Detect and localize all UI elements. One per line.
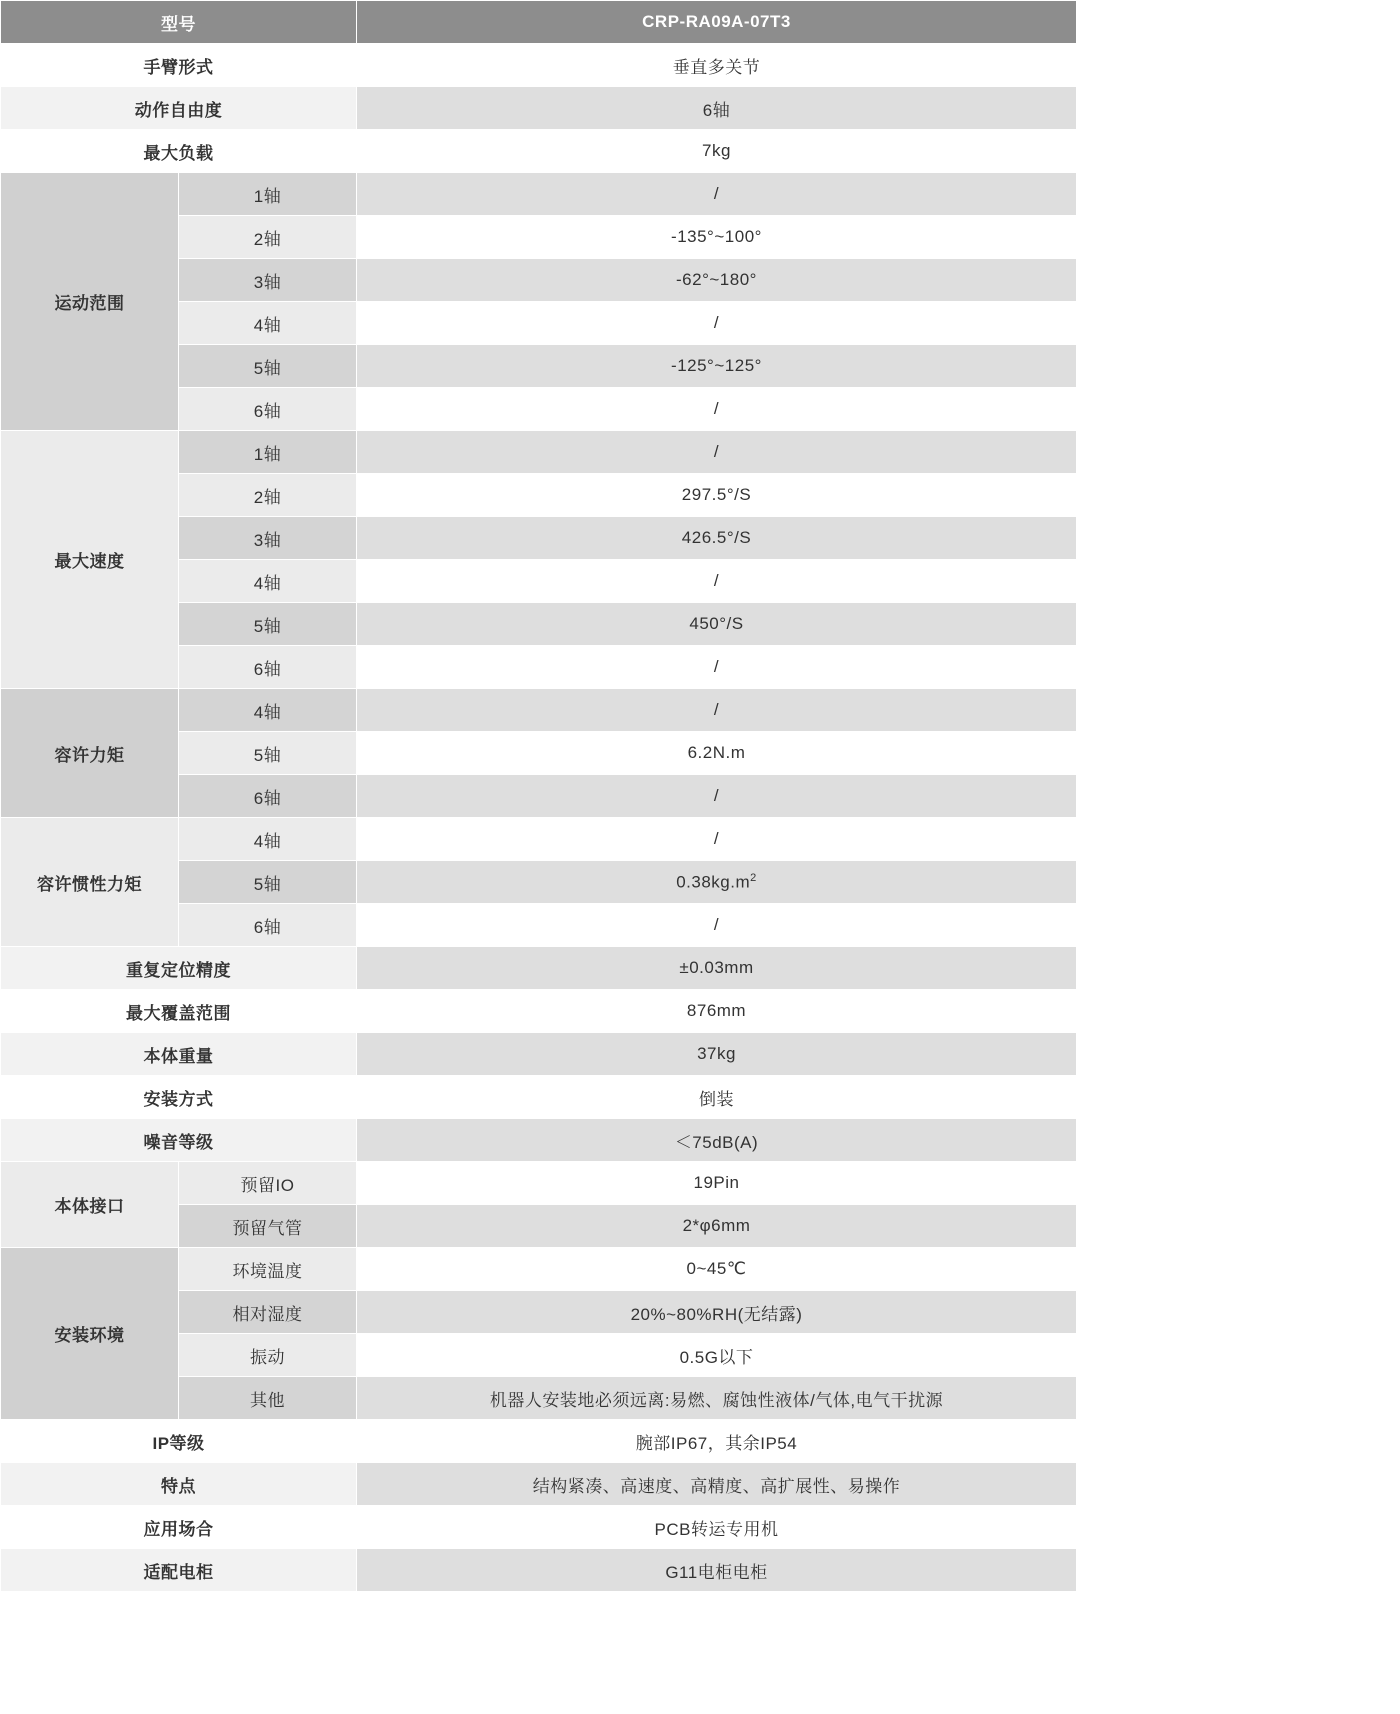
payload-label: 最大负载 xyxy=(1,130,357,173)
application-value: PCB转运专用机 xyxy=(357,1506,1077,1549)
install-env-item-name: 环境温度 xyxy=(179,1248,357,1291)
table-row xyxy=(1,1463,1077,1506)
table-row xyxy=(1,1033,1077,1076)
features-label: 特点 xyxy=(1,1463,357,1506)
max-speed-label: 最大速度 xyxy=(1,431,179,689)
motion-range-axis: 2轴 xyxy=(179,216,357,259)
allow-inertia-label: 容许惯性力矩 xyxy=(1,818,179,947)
table-row xyxy=(1,1162,1077,1205)
allow-torque-value: / xyxy=(357,775,1077,818)
motion-range-axis: 5轴 xyxy=(179,345,357,388)
table-row xyxy=(1,689,1077,732)
install-env-item-value: 0~45℃ xyxy=(357,1248,1077,1291)
allow-torque-axis: 6轴 xyxy=(179,775,357,818)
body-interface-item-value: 2*φ6mm xyxy=(357,1205,1077,1248)
table-row xyxy=(1,818,1077,861)
max-reach-label: 最大覆盖范围 xyxy=(1,990,357,1033)
features-value: 结构紧凑、高速度、高精度、高扩展性、易操作 xyxy=(357,1463,1077,1506)
motion-range-value: -125°~125° xyxy=(357,345,1077,388)
motion-range-value: / xyxy=(357,173,1077,216)
table-row xyxy=(1,44,1077,87)
allow-inertia-axis: 6轴 xyxy=(179,904,357,947)
cabinet-value: G11电柜电柜 xyxy=(357,1549,1077,1592)
dof-label: 动作自由度 xyxy=(1,87,357,130)
allow-inertia-value: / xyxy=(357,904,1077,947)
max-speed-value: 450°/S xyxy=(357,603,1077,646)
table-row xyxy=(1,87,1077,130)
table-row xyxy=(1,1248,1077,1291)
allow-inertia-axis: 4轴 xyxy=(179,818,357,861)
allow-inertia-value-text: 0.38kg.m xyxy=(676,872,751,892)
max-speed-value: 426.5°/S xyxy=(357,517,1077,560)
mounting-label: 安装方式 xyxy=(1,1076,357,1119)
motion-range-value: -62°~180° xyxy=(357,259,1077,302)
max-speed-axis: 4轴 xyxy=(179,560,357,603)
table-row xyxy=(1,1549,1077,1592)
install-env-item-value: 机器人安装地必须远离:易燃、腐蚀性液体/气体,电气干扰源 xyxy=(357,1377,1077,1420)
max-speed-value: 297.5°/S xyxy=(357,474,1077,517)
max-speed-axis: 1轴 xyxy=(179,431,357,474)
table-row xyxy=(1,947,1077,990)
ip-rating-value: 腕部IP67，其余IP54 xyxy=(357,1420,1077,1463)
motion-range-axis: 6轴 xyxy=(179,388,357,431)
allow-torque-axis: 4轴 xyxy=(179,689,357,732)
weight-label: 本体重量 xyxy=(1,1033,357,1076)
install-env-item-name: 相对湿度 xyxy=(179,1291,357,1334)
table-row xyxy=(1,173,1077,216)
application-label: 应用场合 xyxy=(1,1506,357,1549)
header-model: CRP-RA09A-07T3 xyxy=(357,1,1077,44)
allow-inertia-value xyxy=(357,861,1077,904)
install-env-item-name: 振动 xyxy=(179,1334,357,1377)
allow-torque-axis: 5轴 xyxy=(179,732,357,775)
header-label: 型号 xyxy=(1,1,357,44)
body-interface-item-name: 预留IO xyxy=(179,1162,357,1205)
allow-inertia-axis: 5轴 xyxy=(179,861,357,904)
body-interface-item-value: 19Pin xyxy=(357,1162,1077,1205)
max-speed-axis: 3轴 xyxy=(179,517,357,560)
motion-range-value: -135°~100° xyxy=(357,216,1077,259)
max-speed-axis: 2轴 xyxy=(179,474,357,517)
motion-range-axis: 3轴 xyxy=(179,259,357,302)
dof-value: 6轴 xyxy=(357,87,1077,130)
max-speed-value: / xyxy=(357,431,1077,474)
table-row xyxy=(1,431,1077,474)
body-interface-item-name: 预留气管 xyxy=(179,1205,357,1248)
table-row xyxy=(1,1076,1077,1119)
arm-type-value: 垂直多关节 xyxy=(357,44,1077,87)
motion-range-axis: 1轴 xyxy=(179,173,357,216)
max-speed-axis: 5轴 xyxy=(179,603,357,646)
max-speed-axis: 6轴 xyxy=(179,646,357,689)
table-row xyxy=(1,990,1077,1033)
weight-value: 37kg xyxy=(357,1033,1077,1076)
noise-value: ＜75dB(A) xyxy=(357,1119,1077,1162)
install-env-label: 安装环境 xyxy=(1,1248,179,1420)
allow-inertia-value-exponent: 2 xyxy=(750,871,757,884)
max-speed-value: / xyxy=(357,560,1077,603)
install-env-item-name: 其他 xyxy=(179,1377,357,1420)
max-reach-value: 876mm xyxy=(357,990,1077,1033)
noise-label: 噪音等级 xyxy=(1,1119,357,1162)
payload-value: 7kg xyxy=(357,130,1077,173)
allow-torque-value: / xyxy=(357,689,1077,732)
table-header-row xyxy=(1,1,1077,44)
repeatability-label: 重复定位精度 xyxy=(1,947,357,990)
table-row xyxy=(1,1119,1077,1162)
motion-range-value: / xyxy=(357,388,1077,431)
motion-range-value: / xyxy=(357,302,1077,345)
table-row xyxy=(1,1506,1077,1549)
cabinet-label: 适配电柜 xyxy=(1,1549,357,1592)
ip-rating-label: IP等级 xyxy=(1,1420,357,1463)
allow-inertia-value: / xyxy=(357,818,1077,861)
motion-range-label: 运动范围 xyxy=(1,173,179,431)
arm-type-label: 手臂形式 xyxy=(1,44,357,87)
body-interface-label: 本体接口 xyxy=(1,1162,179,1248)
table-row xyxy=(1,1420,1077,1463)
motion-range-axis: 4轴 xyxy=(179,302,357,345)
install-env-item-value: 20%~80%RH(无结露) xyxy=(357,1291,1077,1334)
max-speed-value: / xyxy=(357,646,1077,689)
mounting-value: 倒装 xyxy=(357,1076,1077,1119)
allow-torque-label: 容许力矩 xyxy=(1,689,179,818)
allow-torque-value: 6.2N.m xyxy=(357,732,1077,775)
repeatability-value: ±0.03mm xyxy=(357,947,1077,990)
install-env-item-value: 0.5G以下 xyxy=(357,1334,1077,1377)
table-row xyxy=(1,130,1077,173)
